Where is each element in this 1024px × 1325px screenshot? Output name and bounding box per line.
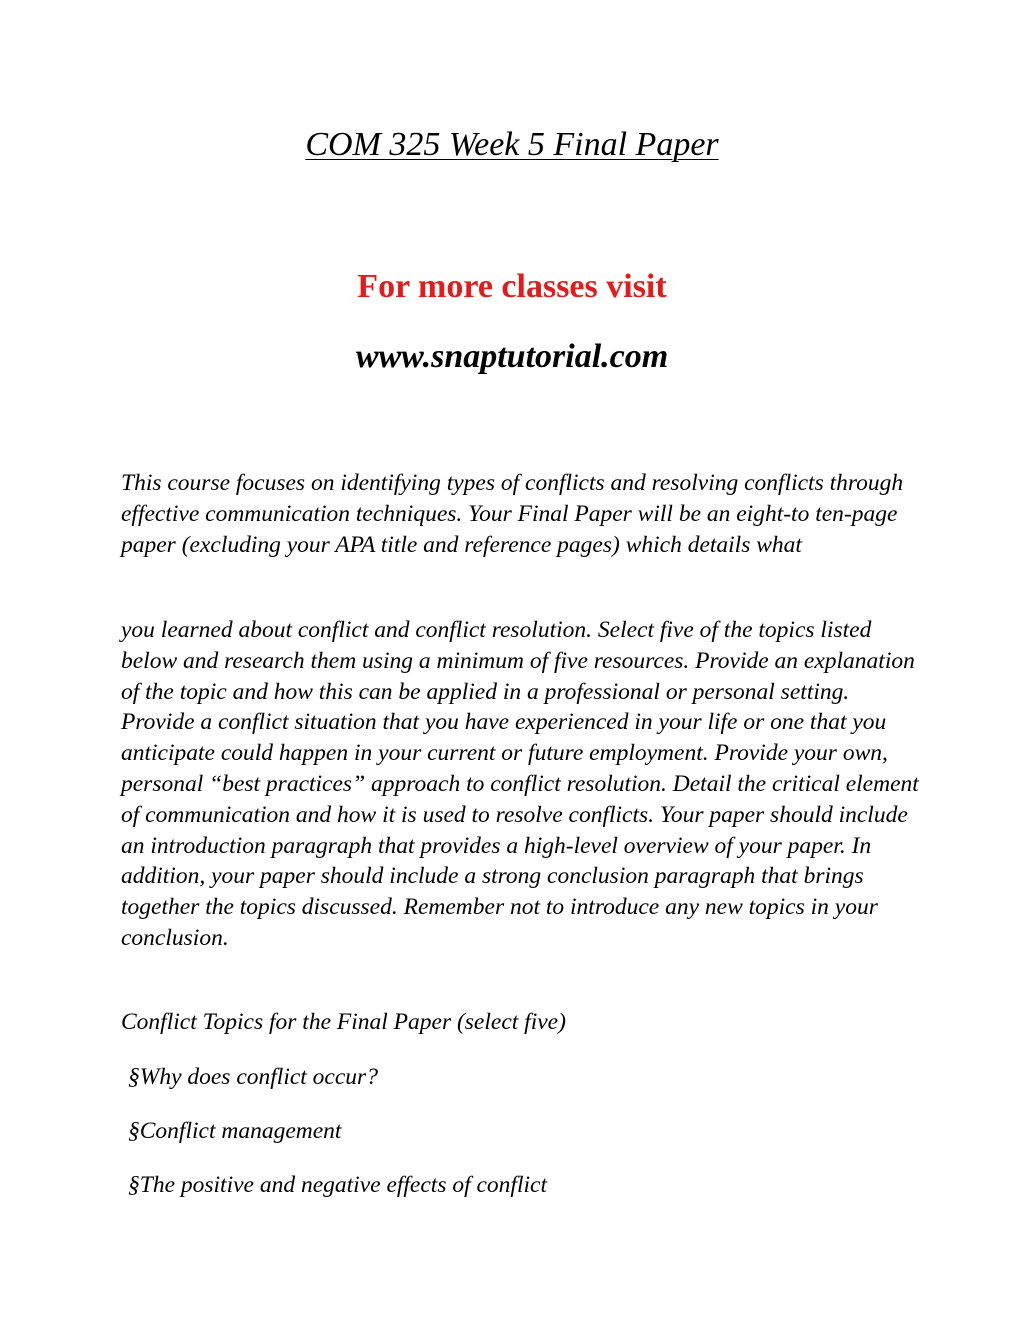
promo-line: For more classes visit bbox=[357, 268, 667, 305]
topics-heading: Conflict Topics for the Final Paper (select five) bbox=[121, 1009, 566, 1035]
topic-item: §Conflict management bbox=[128, 1118, 342, 1144]
document-title bbox=[0, 124, 1024, 166]
topic-item: §Why does conflict occur? bbox=[128, 1064, 378, 1090]
assignment-instructions-paragraph: you learned about conflict and conflict resolution. Select five of the topics listed below and research them using a minimum of five resources. Provide an explanation of the topic and how this can be applied in a professional or personal setting. Provide a conflict situation that you have experienced in your life or one that you anticipate could happen in your current or future employment. Provide your own, personal “best practices” approach to conflict resolution. Detail the critical element of communication and how it is used to resolve conflicts. Your paper should include an introduction paragraph that provides a high-level overview of your paper. In addition, your paper should include a strong conclusion paragraph that brings together the topics discussed. Remember not to introduce any new topics in your conclusion. bbox=[121, 617, 919, 951]
course-description-paragraph: This course focuses on identifying types of conflicts and resolving conflicts through effective communication techniques. Your Final Paper will be an eight-to ten-page paper (excluding your APA title and reference pages) which details what bbox=[121, 470, 904, 558]
document-title-text: COM 325 Week 5 Final Paper bbox=[305, 126, 719, 163]
website-link[interactable]: www.snaptutorial.com bbox=[355, 338, 669, 375]
topic-item: §The positive and negative effects of conflict bbox=[128, 1172, 547, 1198]
